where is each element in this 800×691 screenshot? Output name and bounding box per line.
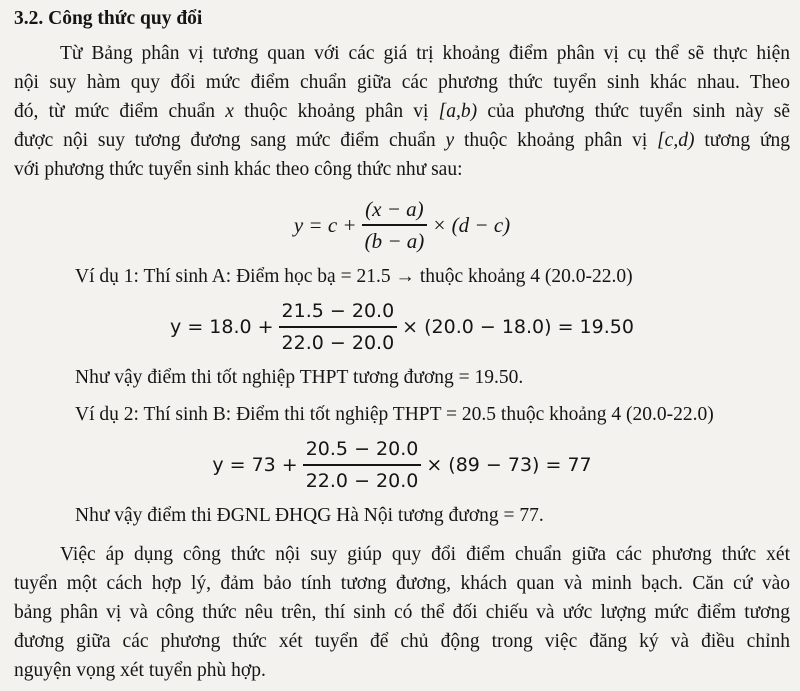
example-1-fraction bbox=[279, 299, 398, 355]
closing-line-4: đương giữa các phương thức xét tuyển để chủ động trong việc đăng ký và điều chỉnh bbox=[14, 631, 790, 652]
general-formula-denominator: (b − a) bbox=[364, 228, 425, 253]
intro-line-1: Từ Bảng phân vị tương quan với các giá trị khoảng điểm phân vị cụ thể sẽ thực hiện bbox=[60, 43, 790, 64]
closing-line-2: tuyển một cách hợp lý, đảm bảo tính tương đương, khách quan và minh bạch. Căn cứ vào bbox=[14, 573, 790, 594]
example-2-text: Ví dụ 2: Thí sinh B: Điểm thi tốt nghiệp THPT = 20.5 thuộc khoảng 4 (20.0-22.0) bbox=[75, 404, 714, 425]
example-2-conclusion: Như vậy điểm thi ĐGNL ĐHQG Hà Nội tương đương = 77. bbox=[75, 505, 544, 526]
general-formula-rhs: × (d − c) bbox=[432, 212, 511, 237]
example-2-formula-lhs: y = 73 + bbox=[212, 453, 298, 476]
general-formula bbox=[14, 188, 790, 262]
interval-cd: [c,d) bbox=[657, 130, 695, 151]
closing-line-5: nguyện vọng xét tuyển phù hợp. bbox=[14, 660, 266, 681]
intro-line-4 bbox=[14, 126, 790, 155]
intro-line-4-a: được nội suy tương đương sang mức điểm chuẩn bbox=[14, 130, 436, 151]
intro-line-3 bbox=[14, 97, 790, 126]
example-2-formula bbox=[14, 429, 790, 501]
variable-x: x bbox=[225, 101, 234, 122]
intro-paragraph bbox=[14, 39, 790, 184]
example-1-formula-rhs: × (20.0 − 18.0) = 19.50 bbox=[402, 315, 634, 338]
example-1-formula bbox=[14, 291, 790, 363]
closing-paragraph bbox=[14, 540, 790, 685]
example-2-fraction bbox=[303, 437, 422, 493]
section-heading: 3.2. Công thức quy đổi bbox=[14, 8, 203, 29]
document-page bbox=[14, 4, 790, 685]
general-formula-lhs: y = c + bbox=[293, 212, 357, 237]
example-2-formula-rhs: × (89 − 73) = 77 bbox=[426, 453, 592, 476]
intro-line-3-a: đó, từ mức điểm chuẩn bbox=[14, 101, 216, 122]
example-1-text: Ví dụ 1: Thí sinh A: Điểm học bạ = 21.5 → thuộc khoảng 4 (20.0-22.0) bbox=[75, 266, 633, 287]
variable-y: y bbox=[445, 130, 455, 151]
closing-line-1: Việc áp dụng công thức nội suy giúp quy đổi điểm chuẩn giữa các phương thức xét bbox=[60, 544, 790, 565]
example-1-denominator: 22.0 − 20.0 bbox=[281, 331, 395, 354]
intro-line-2: nội suy hàm quy đổi mức điểm chuẩn giữa các phương thức tuyển sinh khác nhau. Theo bbox=[14, 72, 790, 93]
general-formula-numerator: (x − a) bbox=[365, 197, 424, 222]
example-2-numerator: 20.5 − 20.0 bbox=[305, 438, 419, 461]
example-1-formula-lhs: y = 18.0 + bbox=[170, 315, 274, 338]
fraction-bar bbox=[303, 464, 422, 466]
fraction-bar bbox=[362, 224, 428, 226]
example-2-denominator: 22.0 − 20.0 bbox=[305, 469, 419, 492]
intro-line-5: với phương thức tuyển sinh khác theo công thức như sau: bbox=[14, 159, 463, 180]
interval-ab: [a,b) bbox=[438, 101, 478, 122]
example-1-conclusion: Như vậy điểm thi tốt nghiệp THPT tương đương = 19.50. bbox=[75, 367, 524, 388]
intro-line-4-c: tương ứng bbox=[704, 130, 791, 151]
fraction-bar bbox=[279, 326, 398, 328]
intro-line-4-b: thuộc khoảng phân vị bbox=[463, 130, 648, 151]
intro-line-3-c: của phương thức tuyển sinh này sẽ bbox=[487, 101, 790, 122]
general-formula-fraction bbox=[362, 197, 428, 253]
intro-line-3-b: thuộc khoảng phân vị bbox=[244, 101, 429, 122]
closing-line-3: bảng phân vị và công thức nêu trên, thí sinh có thể đối chiếu và ước lượng mức điểm tương bbox=[14, 602, 790, 623]
example-1-numerator: 21.5 − 20.0 bbox=[281, 300, 395, 323]
